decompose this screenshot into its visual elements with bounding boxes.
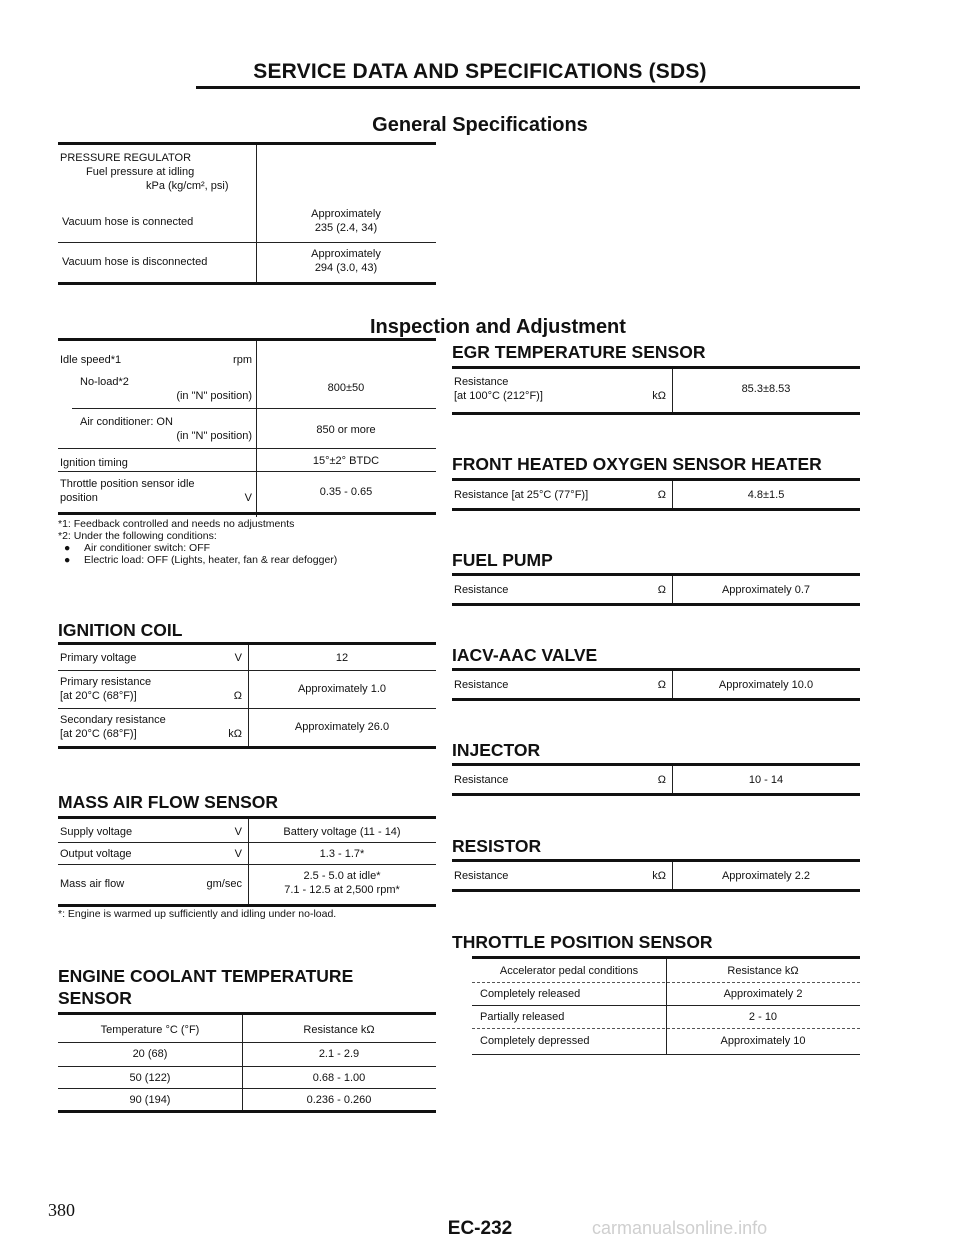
- pr-unit: kPa (kg/cm², psi): [146, 180, 229, 192]
- tps-idle-label: Throttle position sensor idle: [60, 478, 195, 490]
- pressure-regulator-table: [58, 142, 436, 287]
- noload-position: (in "N" position): [176, 390, 252, 402]
- fhos-heading: FRONT HEATED OXYGEN SENSOR HEATER: [452, 454, 822, 474]
- pr-row-value: Approximately: [311, 208, 381, 220]
- ic-label: Secondary resistance: [60, 714, 166, 726]
- resistor-unit: kΩ: [652, 870, 666, 882]
- ect-temp: 50 (122): [129, 1072, 171, 1084]
- bullet-icon: ●: [64, 542, 71, 554]
- tps-table: [472, 956, 860, 1060]
- iacv-label: Resistance: [454, 679, 509, 691]
- ac-value: 850 or more: [316, 424, 376, 436]
- ect-res: 0.236 - 0.260: [306, 1094, 372, 1106]
- title-rule: [196, 86, 860, 89]
- ic-unit: Ω: [233, 690, 242, 702]
- iacv-unit: Ω: [657, 679, 666, 691]
- injector-value: 10 - 14: [748, 774, 784, 786]
- fuel-pump-heading: FUEL PUMP: [452, 550, 553, 570]
- ac-label: Air conditioner: ON: [80, 416, 173, 428]
- maf-unit: V: [234, 848, 242, 860]
- maf-value: 7.1 - 12.5 at 2,500 rpm*: [284, 884, 400, 896]
- pr-row-value: 235 (2.4, 34): [314, 222, 378, 234]
- fuel-pump-unit: Ω: [657, 584, 666, 596]
- ect-col-header: Temperature °C (°F): [100, 1024, 200, 1036]
- ect-heading: ENGINE COOLANT TEMPERATURE: [58, 966, 354, 986]
- egr-label: Resistance: [454, 376, 509, 388]
- noload-label: No-load*2: [80, 376, 129, 388]
- ic-label: [at 20°C (68°F)]: [60, 690, 137, 702]
- fuel-pump-label: Resistance: [454, 584, 509, 596]
- footnote: *1: Feedback controlled and needs no adjustments: [58, 518, 295, 530]
- fuel-pump-value: Approximately 0.7: [721, 584, 811, 596]
- fhos-label: Resistance [at 25°C (77°F)]: [454, 489, 589, 501]
- iacv-value: Approximately 10.0: [718, 679, 814, 691]
- maf-heading: MASS AIR FLOW SENSOR: [58, 792, 279, 812]
- ect-heading: SENSOR: [58, 988, 132, 1008]
- maf-unit: gm/sec: [206, 878, 242, 890]
- tps-cond: Partially released: [480, 1011, 565, 1023]
- iacv-table: [452, 668, 860, 704]
- ac-position: (in "N" position): [176, 430, 252, 442]
- resistor-label: Resistance: [454, 870, 509, 882]
- injector-unit: Ω: [657, 774, 666, 786]
- tps-idle-unit: V: [244, 492, 252, 504]
- idle-table: [58, 338, 436, 518]
- fuel-pump-table: [452, 573, 860, 609]
- fhos-unit: Ω: [657, 489, 666, 501]
- iacv-heading: IACV-AAC VALVE: [452, 645, 598, 665]
- egr-value: 85.3±8.53: [741, 383, 791, 395]
- injector-heading: INJECTOR: [452, 740, 541, 760]
- bullet-icon: ●: [64, 554, 71, 566]
- resistor-value: Approximately 2.2: [721, 870, 811, 882]
- tps-res: Approximately 10: [720, 1035, 806, 1047]
- egr-table: [452, 366, 860, 418]
- maf-table: [58, 816, 436, 912]
- ect-table: [58, 1012, 436, 1114]
- pr-fuel-pressure: Fuel pressure at idling: [86, 166, 195, 178]
- tps-cond: Completely depressed: [480, 1035, 590, 1047]
- maf-value: Battery voltage (11 - 14): [283, 826, 401, 838]
- footnote: Electric load: OFF (Lights, heater, fan & rear defogger): [84, 554, 338, 566]
- footnote: Air conditioner switch: OFF: [84, 542, 211, 554]
- tps-idle-label: position: [60, 492, 98, 504]
- maf-note: *: Engine is warmed up sufficiently and idling under no-load.: [58, 908, 337, 920]
- tps-heading: THROTTLE POSITION SENSOR: [452, 932, 713, 952]
- noload-value: 800±50: [327, 382, 365, 394]
- injector-label: Resistance: [454, 774, 509, 786]
- ect-res: 0.68 - 1.00: [312, 1072, 366, 1084]
- ect-res: 2.1 - 2.9: [318, 1048, 360, 1060]
- ignition-coil-table: [58, 642, 436, 752]
- ic-label: Primary resistance: [60, 676, 152, 688]
- ic-label: [at 20°C (68°F)]: [60, 728, 137, 740]
- ic-unit: V: [234, 652, 242, 664]
- egr-heading: EGR TEMPERATURE SENSOR: [452, 342, 706, 362]
- tps-cond: Completely released: [480, 988, 581, 1000]
- idle-speed-label: Idle speed*1: [60, 354, 122, 366]
- watermark: carmanualsonline.info: [592, 1218, 768, 1238]
- idle-speed-unit: rpm: [233, 354, 252, 366]
- tps-col-header: Accelerator pedal conditions: [499, 965, 639, 977]
- pr-row-value: Approximately: [311, 248, 381, 260]
- ect-temp: 90 (194): [129, 1094, 171, 1106]
- resistor-heading: RESISTOR: [452, 836, 542, 856]
- tps-col-header: Resistance kΩ: [727, 965, 799, 977]
- fhos-value: 4.8±1.5: [747, 489, 785, 501]
- ignition-timing-value: 15°±2° BTDC: [312, 455, 380, 467]
- maf-label: Output voltage: [60, 848, 132, 860]
- egr-label: [at 100°C (212°F)]: [454, 390, 543, 402]
- pr-row-label: Vacuum hose is connected: [62, 216, 194, 228]
- resistor-table: [452, 859, 860, 895]
- maf-value: 2.5 - 5.0 at idle*: [303, 870, 381, 882]
- ic-unit: kΩ: [228, 728, 242, 740]
- injector-table: [452, 763, 860, 799]
- pr-row-value: 294 (3.0, 43): [314, 262, 378, 274]
- tps-res: 2 - 10: [748, 1011, 778, 1023]
- ic-value: Approximately 1.0: [297, 683, 387, 695]
- inspection-heading: Inspection and Adjustment: [370, 316, 626, 338]
- general-specs-heading: General Specifications: [372, 114, 588, 136]
- tps-res: Approximately 2: [723, 988, 803, 1000]
- fhos-table: [452, 478, 860, 514]
- pr-row-label: Vacuum hose is disconnected: [62, 256, 208, 268]
- ic-value: Approximately 26.0: [294, 721, 390, 733]
- page-title: SERVICE DATA AND SPECIFICATIONS (SDS): [253, 60, 707, 83]
- section-page-code: EC-232: [447, 1218, 513, 1239]
- ect-col-header: Resistance kΩ: [303, 1024, 375, 1036]
- ic-label: Primary voltage: [60, 652, 137, 664]
- maf-unit: V: [234, 826, 242, 838]
- egr-unit: kΩ: [652, 390, 666, 402]
- pr-title: PRESSURE REGULATOR: [60, 152, 192, 164]
- footnote: *2: Under the following conditions:: [58, 530, 217, 542]
- maf-label: Supply voltage: [60, 826, 133, 838]
- maf-label: Mass air flow: [60, 878, 125, 890]
- ignition-timing-label: Ignition timing: [60, 457, 128, 469]
- ect-temp: 20 (68): [132, 1048, 168, 1060]
- tps-idle-value: 0.35 - 0.65: [319, 486, 373, 498]
- ignition-coil-heading: IGNITION COIL: [58, 620, 183, 640]
- maf-value: 1.3 - 1.7*: [319, 848, 365, 860]
- manual-page-number: 380: [48, 1200, 75, 1220]
- ic-value: 12: [335, 652, 349, 664]
